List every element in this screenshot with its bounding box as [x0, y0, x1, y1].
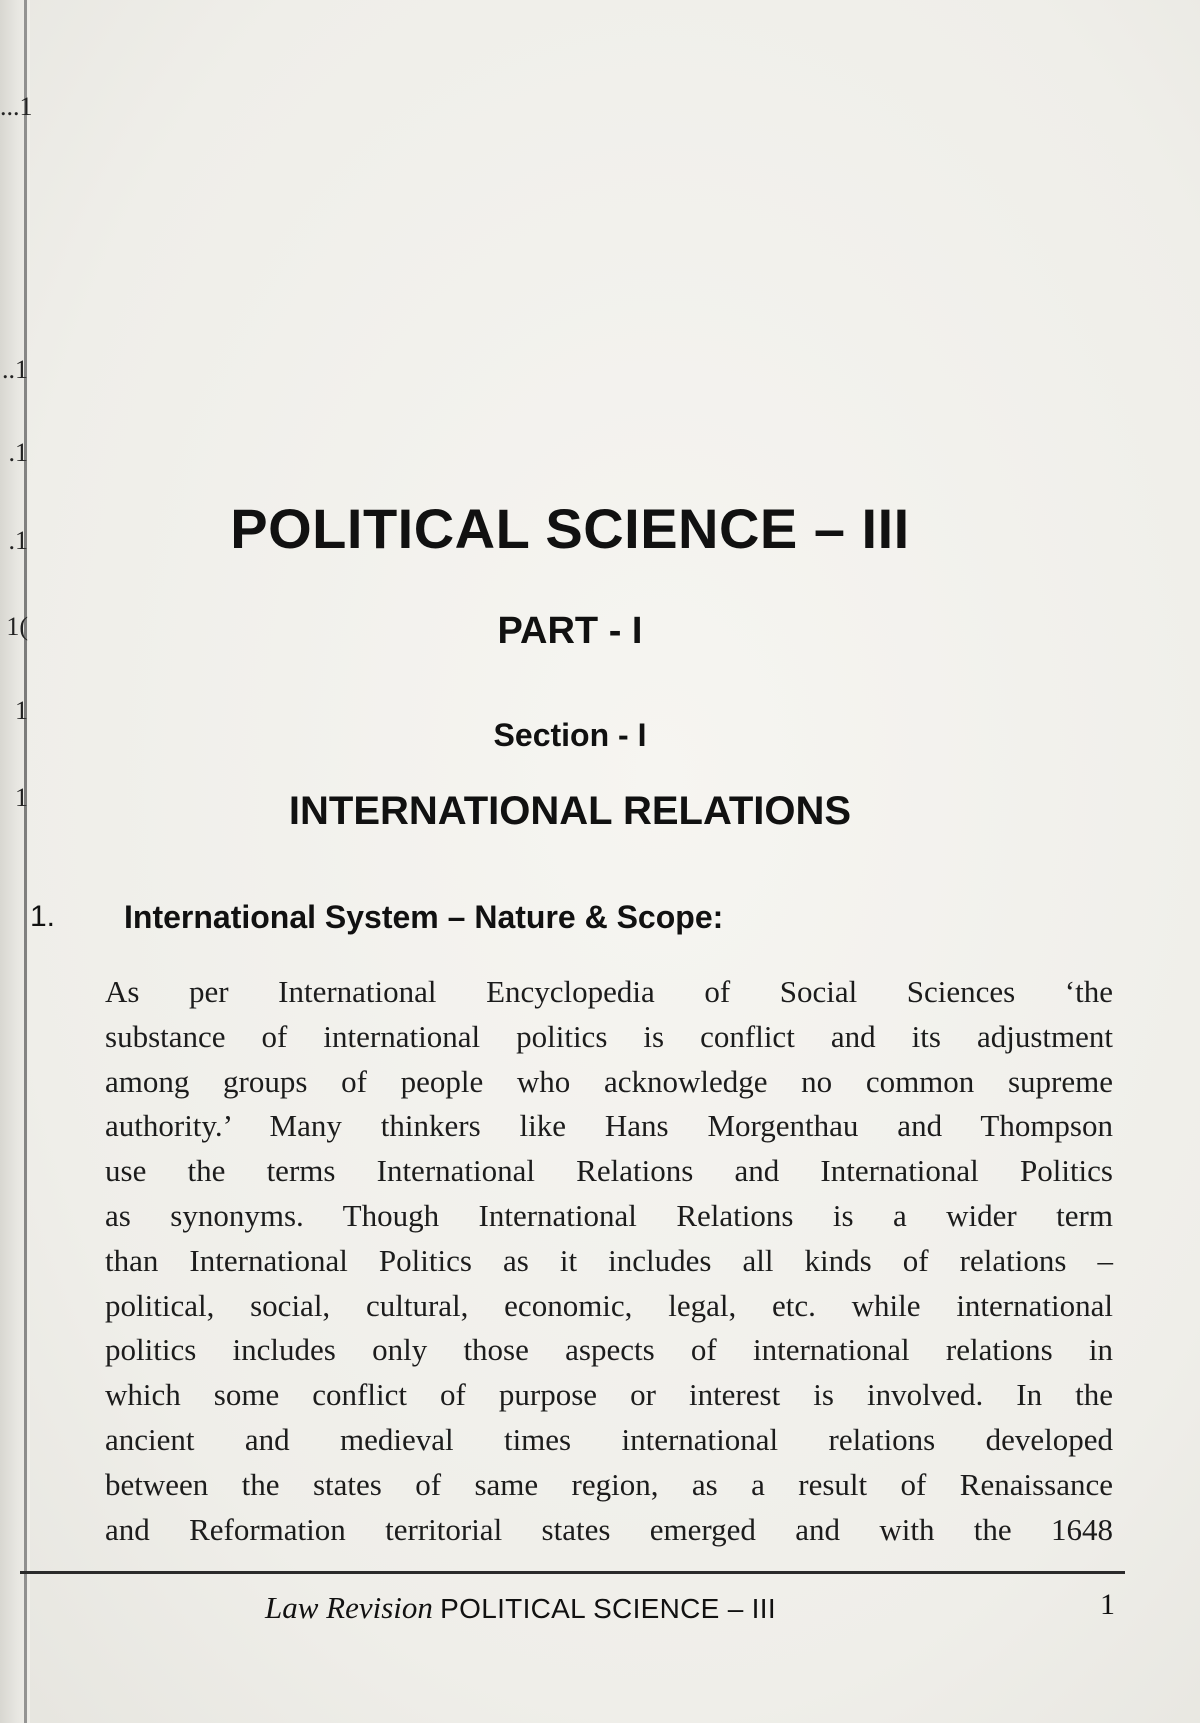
body-paragraph — [105, 970, 1113, 1552]
running-footer — [265, 1590, 776, 1626]
question-heading: International System – Nature & Scope: — [124, 899, 724, 935]
facing-page-mark: ..1 — [2, 355, 28, 384]
footer-book-title: POLITICAL SCIENCE – III — [440, 1593, 776, 1624]
binding-edge-line — [24, 0, 27, 1723]
page-number: 1 — [1100, 1588, 1115, 1621]
facing-page-mark: 1( — [6, 612, 28, 641]
question-number: 1. — [30, 900, 56, 933]
subject-heading: INTERNATIONAL RELATIONS — [288, 789, 852, 833]
body-line: and Reformation territorial states emerged and with the 1648 — [105, 1511, 1113, 1547]
body-line: use the terms International Relations and International Politics — [105, 1153, 1113, 1189]
body-line: which some conflict of purpose or interest is involved. In the — [105, 1377, 1113, 1413]
body-line: substance of international politics is conflict and its adjustment — [105, 1018, 1113, 1054]
body-line: as synonyms. Though International Relations is a wider term — [105, 1197, 1113, 1233]
section-heading: Section - I — [493, 717, 647, 753]
part-heading: PART - I — [497, 610, 643, 652]
body-line: political, social, cultural, economic, legal, etc. while international — [105, 1287, 1113, 1323]
body-line: than International Politics as it includes all kinds of relations – — [105, 1242, 1113, 1278]
facing-page-mark: .1 — [8, 438, 28, 467]
facing-page-mark: ...1 — [0, 92, 33, 121]
body-line: ancient and medieval times international relations developed — [105, 1421, 1113, 1457]
footer-series-label: Law Revision — [265, 1590, 433, 1625]
facing-page-mark: 1 — [15, 783, 28, 812]
footer-divider — [20, 1571, 1125, 1574]
facing-page-mark: 1 — [15, 696, 28, 725]
body-line: among groups of people who acknowledge no common supreme — [105, 1063, 1113, 1099]
body-line: As per International Encyclopedia of Social Sciences ‘the — [105, 974, 1113, 1009]
body-line: between the states of same region, as a result of Renaissance — [105, 1466, 1113, 1502]
body-line: politics includes only those aspects of international relations in — [105, 1332, 1113, 1368]
book-title: POLITICAL SCIENCE – III — [230, 497, 910, 560]
body-line: authority.’ Many thinkers like Hans Morgenthau and Thompson — [105, 1108, 1113, 1144]
facing-page-mark: .1 — [8, 526, 28, 555]
